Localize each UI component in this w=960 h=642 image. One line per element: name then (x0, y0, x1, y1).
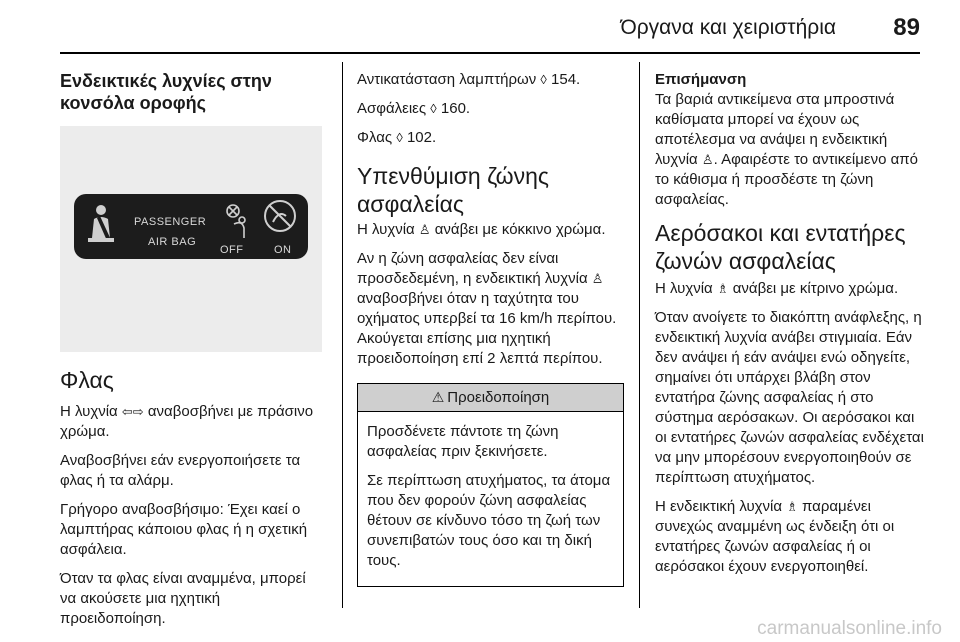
warning-title: Προειδοποίηση (447, 389, 550, 406)
ref3-text: Φλας (357, 129, 393, 146)
panel-label-passenger: PASSENGER (134, 216, 207, 228)
belt-p1-end: ανάβει με κόκκινο χρώμα. (434, 221, 606, 238)
seatbelt-icon: ♙ (418, 222, 431, 237)
airbag-paragraph-1 (655, 279, 925, 299)
ref-fuses (357, 99, 625, 119)
column-2 (357, 70, 625, 587)
page-number: 89 (893, 14, 920, 41)
belt-p2-start: Αν η ζώνη ασφαλείας δεν είναι προσδεδεμένη, η ενδεικτική λυχνία (357, 250, 588, 287)
flash-paragraph-4: Όταν τα φλας είναι αναμμένα, μπορεί να ακούσετε μια ηχητική προειδοποίηση. (60, 570, 306, 627)
belt-paragraph-3: Ακούγεται επίσης μια ηχητική προειδοποίηση επί 2 λεπτά περίπου. (357, 330, 603, 367)
seatbelt-icon: ♙ (701, 152, 714, 167)
ref2-page: 160. (440, 100, 471, 117)
flash-p1-end: αναβοσβήνει με πράσινο χρώμα. (60, 403, 314, 440)
warning-triangle-icon: ⚠ (431, 389, 445, 405)
ref1-page: 154. (551, 71, 581, 88)
belt-p2-end: αναβοσβήνει όταν η ταχύτητα του οχήματος υπερβεί τα 16 km/h περίπου. (357, 290, 617, 327)
seatbelt-icon: ♙ (591, 271, 604, 286)
airbag-p1-end: ανάβει με κίτρινο χρώμα. (732, 280, 899, 297)
airbag-p3-end: παραμένει συνεχώς αναμμένη ως ένδειξη ότι οι εντατήρες ζωνών ασφαλείας ή οι αερόσακοι έχουν ενεργοποιηθεί. (655, 498, 895, 575)
warning-box (357, 383, 624, 587)
flash-p1-start: Η λυχνία (60, 403, 118, 420)
notice-text-start: Τα βαριά αντικείμενα στα μπροστινά καθίσματα μπορεί να έχουν ως αποτέλεσμα να ανάψει η ενδεικτική λυχνία (655, 91, 895, 168)
ref-bulb-replacement (357, 70, 625, 90)
ref-flash (357, 128, 625, 148)
warning-header (358, 384, 623, 412)
column-divider-2 (639, 62, 640, 608)
airbag-pretensioner-heading: Αερόσακοι και εντατήρες ζωνών ασφαλείας (655, 220, 906, 274)
section-heading-roof-console: Ενδεικτικές λυχνίες στην κονσόλα οροφής (60, 71, 272, 113)
column-1 (60, 70, 326, 638)
airbag-icon: ♗ (716, 281, 729, 296)
notice-text-end: . Αφαιρέστε το αντικείμενο από το κάθισμα ή προσδέστε τη ζώνη ασφαλείας. (655, 151, 918, 208)
notice-title: Επισήμανση (655, 71, 747, 88)
ref3-page: 102. (406, 129, 437, 146)
panel-label-on: ON (274, 244, 292, 256)
airbag-p1-start: Η λυχνία (655, 280, 713, 297)
airbag-indicator-image (60, 126, 322, 352)
page-ref-icon: ◊ (540, 72, 547, 87)
belt-p1-start: Η λυχνία (357, 221, 415, 238)
notice-paragraph (655, 90, 925, 210)
warning-paragraph-1: Προσδένετε πάντοτε τη ζώνη ασφαλείας πριν ξεκινήσετε. (367, 423, 559, 460)
panel-label-off: OFF (220, 244, 244, 256)
flash-paragraph-2: Αναβοσβήνει εάν ενεργοποιήσετε τα φλας ή τα αλάρμ. (60, 452, 301, 489)
watermark: carmanualsonline.info (757, 618, 942, 639)
seatbelt-reminder-heading: Υπενθύμιση ζώνης ασφαλείας (357, 163, 550, 217)
airbag-paragraph-3 (655, 497, 925, 577)
belt-paragraph-2 (357, 249, 625, 329)
turn-signal-icon: ⇦⇨ (121, 404, 144, 419)
page-ref-icon: ◊ (430, 101, 437, 116)
ref2-text: Ασφάλειες (357, 100, 427, 117)
flash-paragraph-3: Γρήγορο αναβοσβήσιμο: Έχει καεί ο λαμπτήρας κάποιου φλας ή η σχετική ασφάλεια. (60, 501, 308, 558)
warning-body (358, 412, 623, 586)
flash-paragraph-1 (60, 402, 326, 442)
airbag-paragraph-2: Όταν ανοίγετε το διακόπτη ανάφλεξης, η ενδεικτική λυχνία ανάβει στιγμιαία. Εάν δεν ανάψει ή εάν ανάψει ενώ οδηγείτε, σημαίνει ότι υπάρχει βλάβη στον εντατήρα ζώνης ασφαλείας ή στο σύστημα αερόσακων. Οι αερόσακοι και οι εντατήρες ζωνών ασφαλείας ενδέχεται να μην μπορέσουν ενεργοποιηθούν σε περίπτωση ατυχήματος. (655, 309, 924, 486)
airbag-p3-start: Η ενδεικτική λυχνία (655, 498, 783, 515)
belt-paragraph-1 (357, 220, 625, 240)
warning-paragraph-2: Σε περίπτωση ατυχήματος, τα άτομα που δεν φορούν ζώνη ασφαλείας θέτουν σε κίνδυνο τόσο τη ζωή των συνεπιβατών τους όσο και τη δική τους. (367, 472, 611, 569)
panel-label-airbag: AIR BAG (148, 236, 197, 248)
header-rule (60, 52, 920, 54)
airbag-icon: ♗ (786, 499, 798, 514)
column-divider-1 (342, 62, 343, 608)
passenger-airbag-panel (74, 194, 308, 259)
page-ref-icon: ◊ (396, 130, 403, 145)
column-3 (655, 70, 925, 586)
ref1-text: Αντικατάσταση λαμπτήρων (357, 71, 537, 88)
flash-heading: Φλας (60, 367, 114, 393)
header-title: Όργανα και χειριστήρια (620, 16, 836, 39)
